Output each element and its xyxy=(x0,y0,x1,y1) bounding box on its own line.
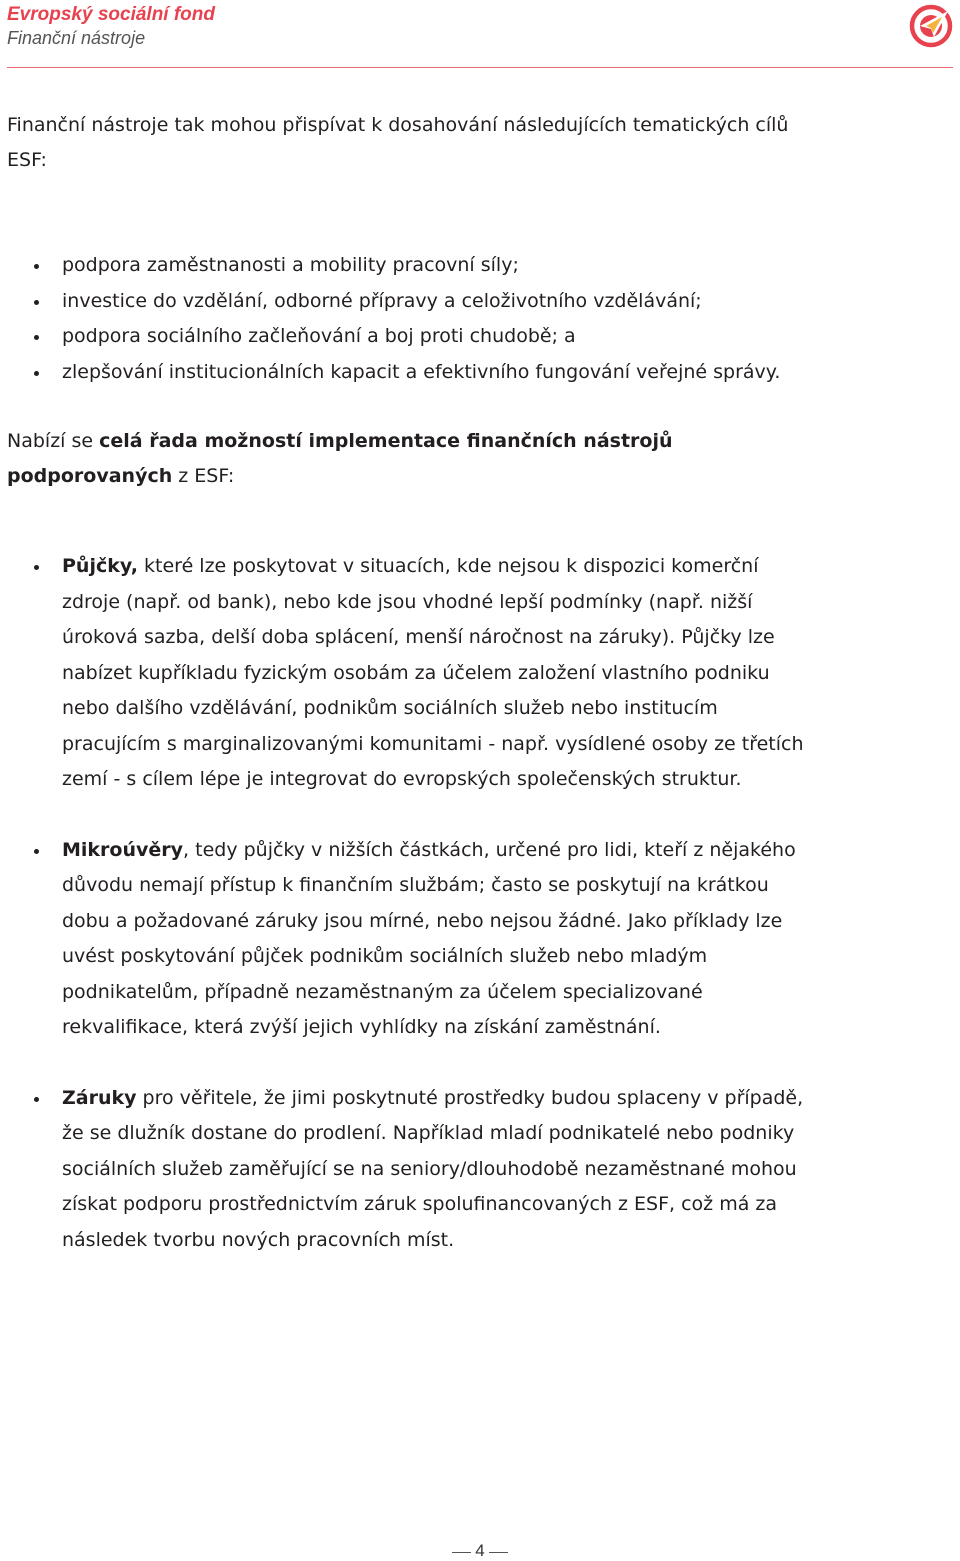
main-content xyxy=(7,108,807,1258)
esf-compass-logo-icon xyxy=(908,3,954,49)
header-title: Evropský sociální fond xyxy=(7,4,215,25)
header-divider xyxy=(7,67,953,68)
intro-paragraph: Finanční nástroje tak mohou přispívat k dosahování následujících tematických cílů ESF: xyxy=(7,114,789,171)
header-subtitle: Finanční nástroje xyxy=(7,28,146,48)
instrument-text: pro věřitele, že jimi poskytnuté prostředky budou splaceny v případě, že se dlužník dostane do prodlení. Například mladí podnikatelé nebo podniky sociálních služeb zaměřující se na seniory/dlouhodobě nezaměstnané mohou získat podporu prostřednictvím záruk spolufinancovaných z ESF, což má za následek tvorbu nových pracovních míst. xyxy=(62,1086,804,1251)
objective-item: podpora sociálního začleňování a boj proti chudobě; a xyxy=(7,319,807,355)
page-footer xyxy=(0,1540,960,1560)
instrument-item-loans xyxy=(7,549,807,798)
implementation-bold: celá řada možností implementace finančních nástrojů podporovaných xyxy=(7,430,673,487)
instrument-lead: Záruky xyxy=(62,1086,137,1109)
objective-item: investice do vzdělání, odborné přípravy a celoživotního vzdělávání; xyxy=(7,284,807,320)
implementation-paragraph xyxy=(7,424,807,494)
objective-item: podpora zaměstnanosti a mobility pracovní síly; xyxy=(7,248,807,284)
instrument-lead: Mikroúvěry xyxy=(62,838,184,861)
instrument-text: které lze poskytovat v situacích, kde nejsou k dispozici komerční zdroje (např. od bank), nebo kde jsou vhodné lepší podmínky (např. nižší úroková sazba, delší doba splácení, menší náročnost na záruky). Půjčky lze nabízet kupříkladu fyzickým osobám za účelem založení vlastního podniku nebo dalšího vzdělávání, podnikům sociálních služeb nebo institucím pracujícím s marginalizovanými komunitami - např. vysídlené osoby ze třetích zemí - s cílem lépe je integrovat do evropských společenských struktur. xyxy=(62,555,804,790)
objective-item: zlepšování institucionálních kapacit a efektivního fungování veřejné správy. xyxy=(7,355,807,391)
instrument-item-microcredit xyxy=(7,833,807,1046)
implementation-prefix: Nabízí se xyxy=(7,430,100,452)
instrument-item-guarantees xyxy=(7,1081,807,1259)
page-header xyxy=(7,2,947,62)
instrument-lead: Půjčky, xyxy=(62,555,138,577)
instrument-text: , tedy půjčky v nižších částkách, určené pro lidi, kteří z nějakého důvodu nemají přístup k finančním službám; často se poskytují na krátkou dobu a požadované záruky jsou mírné, nebo nejsou žádné. Jako příklady lze uvést poskytování půjček podnikům sociálních služeb nebo mladým podnikatelům, případně nezaměstnaným za účelem specializované rekvalifikace, která zvýší jejich vyhlídky na získání zaměstnání. xyxy=(62,838,796,1038)
page-number: 4 xyxy=(475,1541,485,1560)
footer-rule-right xyxy=(489,1552,508,1553)
implementation-suffix: z ESF: xyxy=(172,465,235,487)
objectives-list xyxy=(7,248,807,390)
footer-rule-left xyxy=(452,1552,471,1553)
